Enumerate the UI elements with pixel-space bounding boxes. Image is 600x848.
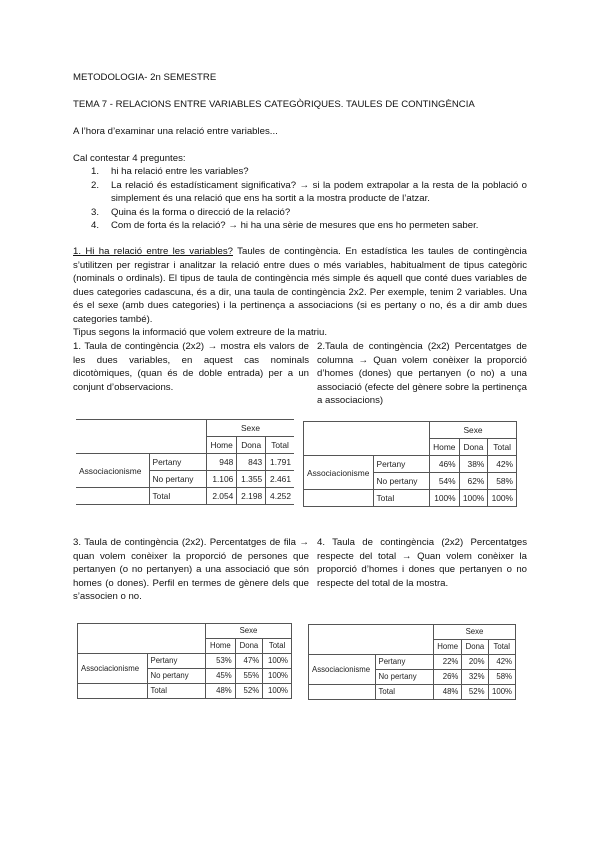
cell-value: 100% bbox=[459, 490, 488, 507]
list-item bbox=[91, 165, 527, 179]
cell-value: 42% bbox=[488, 655, 516, 670]
cell-value: 1.106 bbox=[207, 471, 237, 488]
section-1-body: Taules de contingència. En estadística les taules de contingència s’utilitzen per registrar i analitzar la relació entre dues o més variables, habitualment de tipus categòric (nominals o ordinals). El tipus de taula de contingència més simple és aquell que conté dues variables de dues categories cadascuna, és a dir, una taula de contingència 2x2. Per exemple, tenim 2 variables. Una és el sexe (amb dues categories) i la pertinença a associacions (si es pertany o no, és a dir amb dues categories també). bbox=[73, 246, 527, 325]
corner-cell bbox=[76, 420, 149, 437]
corner-cell bbox=[309, 625, 376, 640]
corner-cell bbox=[309, 640, 376, 655]
contingency-table-frequencies bbox=[76, 419, 294, 505]
types-lead: Tipus segons la informació que volem extreure de la matriu. bbox=[73, 327, 327, 338]
cell-value: 42% bbox=[488, 456, 517, 473]
corner-cell bbox=[78, 624, 148, 639]
cell-value: 20% bbox=[462, 655, 488, 670]
cell-value: 58% bbox=[488, 670, 516, 685]
corner-cell bbox=[304, 422, 374, 439]
cell-value: 1.791 bbox=[266, 454, 294, 471]
cell-value: 62% bbox=[459, 473, 488, 490]
cell-value: 2.198 bbox=[237, 488, 266, 505]
row-label: Total bbox=[149, 488, 207, 505]
corner-cell bbox=[147, 639, 206, 654]
contingency-table-column-percent bbox=[303, 421, 517, 507]
cell-value: 1.355 bbox=[237, 471, 266, 488]
row-label: No pertany bbox=[373, 473, 430, 490]
column-header: Home bbox=[206, 639, 236, 654]
cell-value: 32% bbox=[462, 670, 488, 685]
header-text: METODOLOGIA- 2n SEMESTRE bbox=[73, 72, 217, 83]
block-4-text: 4. Taula de contingència (2x2) Percentatges respecte del total → Quan volem conèixer la proporció d’homes i dones que pertanyen o no respecte del total de la mostra. bbox=[317, 537, 527, 589]
group-header: Sexe bbox=[207, 420, 295, 437]
column-header: Total bbox=[488, 439, 517, 456]
row-variable-label: Associacionisme bbox=[309, 655, 376, 685]
cell-value: 2.461 bbox=[266, 471, 294, 488]
corner-cell bbox=[373, 439, 430, 456]
corner-cell bbox=[375, 640, 434, 655]
row-label: Total bbox=[375, 685, 434, 700]
group-header: Sexe bbox=[434, 625, 516, 640]
row-variable-label: Associacionisme bbox=[78, 654, 148, 684]
row-label: Total bbox=[373, 490, 430, 507]
row-label: Pertany bbox=[373, 456, 430, 473]
row-label: Pertany bbox=[149, 454, 207, 471]
cell-value: 4.252 bbox=[266, 488, 294, 505]
row-label: No pertany bbox=[149, 471, 207, 488]
cell-value: 46% bbox=[430, 456, 460, 473]
row-label: Total bbox=[147, 684, 206, 699]
cell-value: 26% bbox=[434, 670, 462, 685]
cell-value: 52% bbox=[462, 685, 488, 700]
column-header: Dona bbox=[462, 640, 488, 655]
contingency-table-row-percent bbox=[77, 623, 292, 699]
column-header: Total bbox=[266, 437, 294, 454]
group-header: Sexe bbox=[430, 422, 517, 439]
corner-cell bbox=[304, 490, 374, 507]
cell-value: 47% bbox=[235, 654, 262, 669]
corner-cell bbox=[76, 437, 149, 454]
row-variable-label: Associacionisme bbox=[76, 454, 149, 488]
page-title: TEMA 7 - RELACIONS ENTRE VARIABLES CATEGÒRIQUES. TAULES DE CONTINGÈNCIA bbox=[73, 99, 475, 110]
cell-value: 52% bbox=[235, 684, 262, 699]
table-row-total bbox=[309, 685, 516, 700]
corner-cell bbox=[76, 488, 149, 505]
corner-cell bbox=[373, 422, 430, 439]
corner-cell bbox=[309, 685, 376, 700]
list-text: hi ha relació entre les variables? bbox=[111, 166, 249, 177]
corner-cell bbox=[304, 439, 374, 456]
questions-lead: Cal contestar 4 preguntes: bbox=[73, 153, 186, 164]
list-item bbox=[91, 206, 527, 220]
corner-cell bbox=[375, 625, 434, 640]
column-header: Home bbox=[430, 439, 460, 456]
cell-value: 2.054 bbox=[207, 488, 237, 505]
table-row bbox=[309, 655, 516, 670]
contingency-table-total-percent bbox=[308, 624, 516, 700]
corner-cell bbox=[149, 420, 207, 437]
column-header: Home bbox=[434, 640, 462, 655]
list-item bbox=[91, 219, 527, 233]
corner-cell bbox=[149, 437, 207, 454]
cell-value: 54% bbox=[430, 473, 460, 490]
intro-text: A l’hora d’examinar una relació entre variables... bbox=[73, 126, 278, 137]
list-number: 2. bbox=[91, 179, 100, 191]
column-header: Dona bbox=[235, 639, 262, 654]
cell-value: 48% bbox=[434, 685, 462, 700]
list-text: La relació és estadísticament significativa? → si la podem extrapolar a la resta de la població o simplement és una relació que ens ha sortit a la mostra producte de l’atzar. bbox=[111, 179, 527, 205]
questions-list bbox=[91, 165, 527, 233]
corner-cell bbox=[147, 624, 206, 639]
table-row bbox=[78, 654, 292, 669]
list-text: Com de forta és la relació? → hi ha una sèrie de mesures que ens ho permeten saber. bbox=[111, 220, 479, 232]
list-item bbox=[91, 179, 527, 206]
column-header: Total bbox=[263, 639, 292, 654]
list-number: 3. bbox=[91, 206, 100, 218]
column-header: Home bbox=[207, 437, 237, 454]
corner-cell bbox=[78, 639, 148, 654]
cell-value: 948 bbox=[207, 454, 237, 471]
list-text: Quina és la forma o direcció de la relació? bbox=[111, 206, 291, 218]
column-header: Dona bbox=[459, 439, 488, 456]
column-header: Total bbox=[488, 640, 516, 655]
corner-cell bbox=[78, 684, 148, 699]
list-number: 4. bbox=[91, 220, 100, 232]
table-row-total bbox=[304, 490, 517, 507]
column-header: Dona bbox=[237, 437, 266, 454]
cell-value: 45% bbox=[206, 669, 236, 684]
table-row-total bbox=[78, 684, 292, 699]
cell-value: 58% bbox=[488, 473, 517, 490]
cell-value: 100% bbox=[263, 669, 292, 684]
section-1-paragraph bbox=[73, 245, 527, 327]
table-row bbox=[76, 454, 294, 471]
block-1-text: 1. Taula de contingència (2x2) → mostra els valors de les dues variables, en aquest cas nominals dicotòmiques, (quan és de doble entrada) per a un conjunt d’observacions. bbox=[73, 341, 309, 393]
list-number: 1. bbox=[91, 166, 100, 177]
row-label: Pertany bbox=[147, 654, 206, 669]
cell-value: 55% bbox=[235, 669, 262, 684]
row-variable-label: Associacionisme bbox=[304, 456, 374, 490]
cell-value: 100% bbox=[488, 685, 516, 700]
table-row bbox=[304, 456, 517, 473]
row-label: Pertany bbox=[375, 655, 434, 670]
cell-value: 100% bbox=[488, 490, 517, 507]
cell-value: 48% bbox=[206, 684, 236, 699]
group-header: Sexe bbox=[206, 624, 292, 639]
cell-value: 53% bbox=[206, 654, 236, 669]
cell-value: 843 bbox=[237, 454, 266, 471]
block-2-text: 2.Taula de contingència (2x2) Percentatges de columna → Quan volem conèixer la proporció d’homes (dones) que pertanyen (o no) a una associació (efecte del gènere sobre la pertinença a associacions) bbox=[317, 341, 527, 407]
cell-value: 100% bbox=[263, 684, 292, 699]
section-1-heading: 1. Hi ha relació entre les variables? bbox=[73, 246, 233, 257]
cell-value: 22% bbox=[434, 655, 462, 670]
block-3-text: 3. Taula de contingència (2x2). Percentatges de fila → quan volem conèixer la proporció de persones que pertanyen (o no pertanyen) a una associació que són homes (o dones). Perfil en termes de gènere dels que s’associen o no. bbox=[73, 537, 309, 603]
row-label: No pertany bbox=[147, 669, 206, 684]
cell-value: 100% bbox=[430, 490, 460, 507]
cell-value: 100% bbox=[263, 654, 292, 669]
row-label: No pertany bbox=[375, 670, 434, 685]
cell-value: 38% bbox=[459, 456, 488, 473]
table-row-total bbox=[76, 488, 294, 505]
